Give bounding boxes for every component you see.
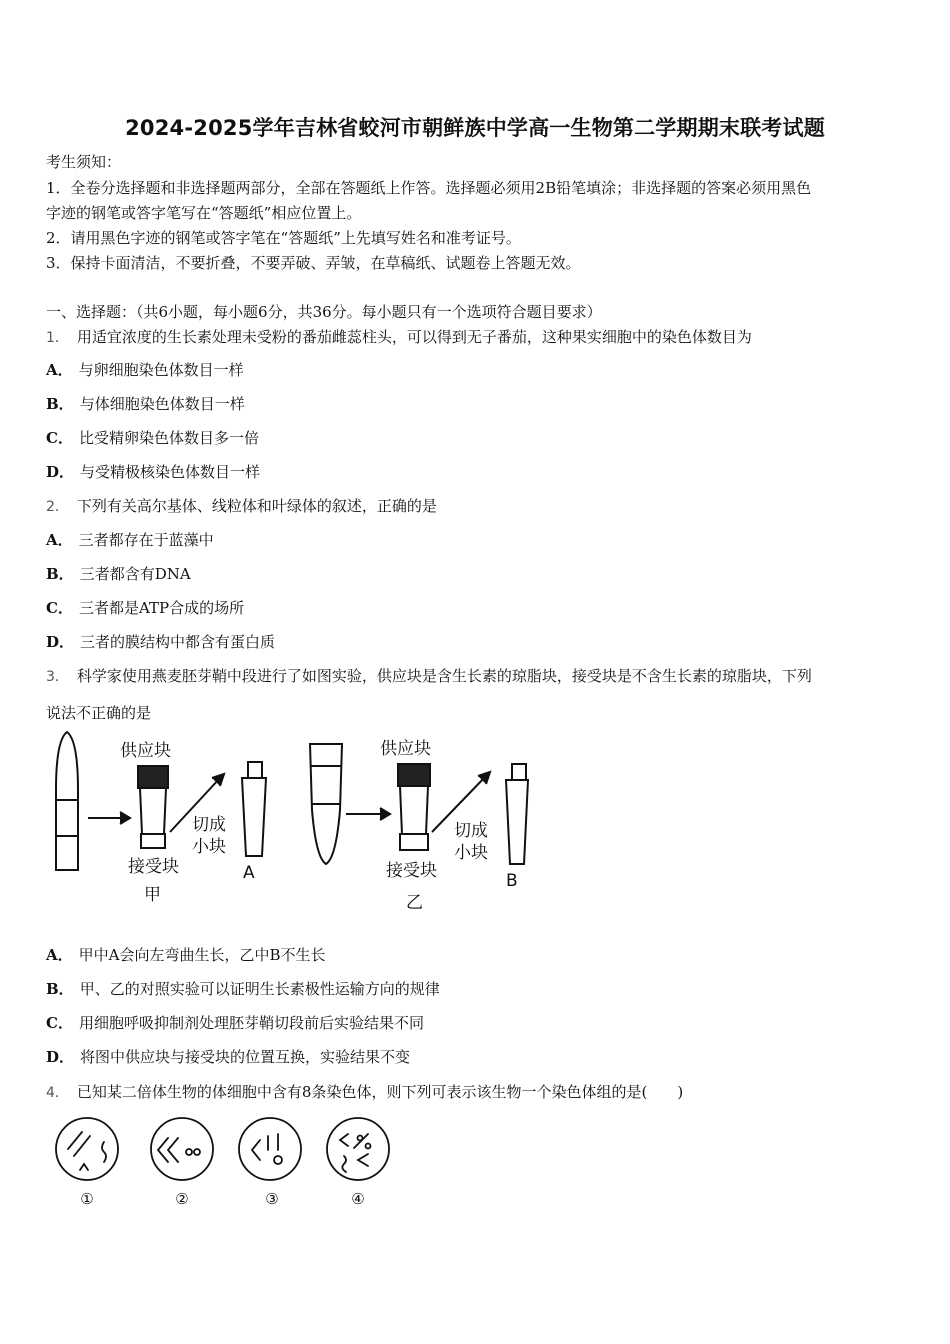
label-b: B <box>506 871 518 891</box>
segment-jia <box>140 788 166 834</box>
question-3-stem: 科学家使用燕麦胚芽鞘中段进行了如图实验，供应块是含生长素的琼脂块，接受块是不含生长素的琼脂块，下列 <box>76 667 812 685</box>
segment-yi <box>400 786 428 834</box>
caption-jia: 甲 <box>144 885 161 905</box>
q1-option-c[interactable]: C． 比受精卵染色体数目多一倍 <box>46 429 259 447</box>
q2-option-d[interactable]: D． 三者的膜结构中都含有蛋白质 <box>46 633 276 651</box>
label-cut-jia-2: 小块 <box>192 837 226 857</box>
cell-3 <box>239 1118 301 1180</box>
q3-option-d[interactable]: D． 将图中供应块与接受块的位置互换，实验结果不变 <box>46 1048 411 1066</box>
notice-line-1b: 字迹的钢笔或答字笔写在“答题纸”相应位置上。 <box>46 204 362 222</box>
q2-option-b[interactable]: B． 三者都含有DNA <box>46 565 191 583</box>
label-cut-yi-2: 小块 <box>454 843 488 863</box>
q1-option-b[interactable]: B． 与体细胞染色体数目一样 <box>46 395 245 413</box>
cell-label-3: ③ <box>265 1190 279 1208</box>
small-block-a <box>248 762 262 778</box>
cell-label-4: ④ <box>351 1190 365 1208</box>
label-a: A <box>243 863 255 883</box>
section-heading: 一、选择题：（共6小题，每小题6分，共36分。每小题只有一个选项符合题目要求） <box>46 303 602 321</box>
segment-b <box>506 780 528 864</box>
notice-line-2: 2．请用黑色字迹的钢笔或答字笔在“答题纸”上先填写姓名和准考证号。 <box>46 229 521 247</box>
question-3 <box>46 666 812 687</box>
question-3-stem-cont: 说法不正确的是 <box>46 704 152 722</box>
label-supply-jia: 供应块 <box>120 741 171 761</box>
label-receive-jia: 接受块 <box>128 857 179 877</box>
receive-block-jia <box>141 834 165 848</box>
segment-a <box>242 778 266 856</box>
question-4 <box>46 1082 683 1103</box>
supply-block-yi <box>398 764 430 786</box>
label-cut-yi: 切成 <box>454 821 488 841</box>
cell-label-1: ① <box>80 1190 94 1208</box>
question-1 <box>46 327 752 348</box>
q3-option-c[interactable]: C． 用细胞呼吸抑制剂处理胚芽鞘切段前后实验结果不同 <box>46 1014 424 1032</box>
label-cut-jia: 切成 <box>192 815 226 835</box>
cell-label-2: ② <box>175 1190 189 1208</box>
notice-line-3: 3．保持卡面清洁，不要折叠，不要弄破、弄皱，在草稿纸、试题卷上答题无效。 <box>46 254 581 272</box>
question-2-number: 2． <box>46 499 69 515</box>
question-1-stem: 用适宜浓度的生长素处理未受粉的番茄雌蕊柱头，可以得到无子番茄，这种果实细胞中的染色体数目为 <box>76 328 752 346</box>
question-1-number: 1． <box>46 330 69 346</box>
q1-option-a[interactable]: A． 与卵细胞染色体数目一样 <box>46 361 244 379</box>
question-4-stem: 已知某二倍体生物的体细胞中含有8条染色体，则下列可表示该生物一个染色体组的是( ) <box>76 1083 684 1101</box>
receive-block-yi <box>400 834 428 850</box>
q2-option-a[interactable]: A． 三者都存在于蓝藻中 <box>46 531 214 549</box>
question-4-number: 4． <box>46 1085 69 1101</box>
question-3-number: 3． <box>46 669 69 685</box>
question-2 <box>46 496 437 517</box>
cell-2 <box>151 1118 213 1180</box>
cell-1 <box>56 1118 118 1180</box>
label-receive-yi: 接受块 <box>386 861 437 881</box>
supply-block-jia <box>138 766 168 788</box>
cell-4 <box>327 1118 389 1180</box>
caption-yi: 乙 <box>406 893 423 913</box>
q3-option-b[interactable]: B． 甲、乙的对照实验可以证明生长素极性运输方向的规律 <box>46 980 440 998</box>
q3-option-a[interactable]: A． 甲中A会向左弯曲生长，乙中B不生长 <box>46 946 326 964</box>
coleoptile-figure <box>40 730 540 915</box>
label-supply-yi: 供应块 <box>380 739 431 759</box>
notice-line-1a: 1．全卷分选择题和非选择题两部分，全部在答题纸上作答。选择题必须用2B铅笔填涂；非选择题的答案必须用黑色 <box>46 179 812 197</box>
small-block-b <box>512 764 526 780</box>
question-2-stem: 下列有关高尔基体、线粒体和叶绿体的叙述，正确的是 <box>76 497 437 515</box>
chromosome-cells-figure <box>50 1114 400 1210</box>
q1-option-d[interactable]: D． 与受精极核染色体数目一样 <box>46 463 261 481</box>
page-title: 2024-2025学年吉林省蛟河市朝鲜族中学高一生物第二学期期末联考试题 <box>125 116 825 140</box>
notice-heading: 考生须知： <box>46 153 122 171</box>
q2-option-c[interactable]: C． 三者都是ATP合成的场所 <box>46 599 245 617</box>
